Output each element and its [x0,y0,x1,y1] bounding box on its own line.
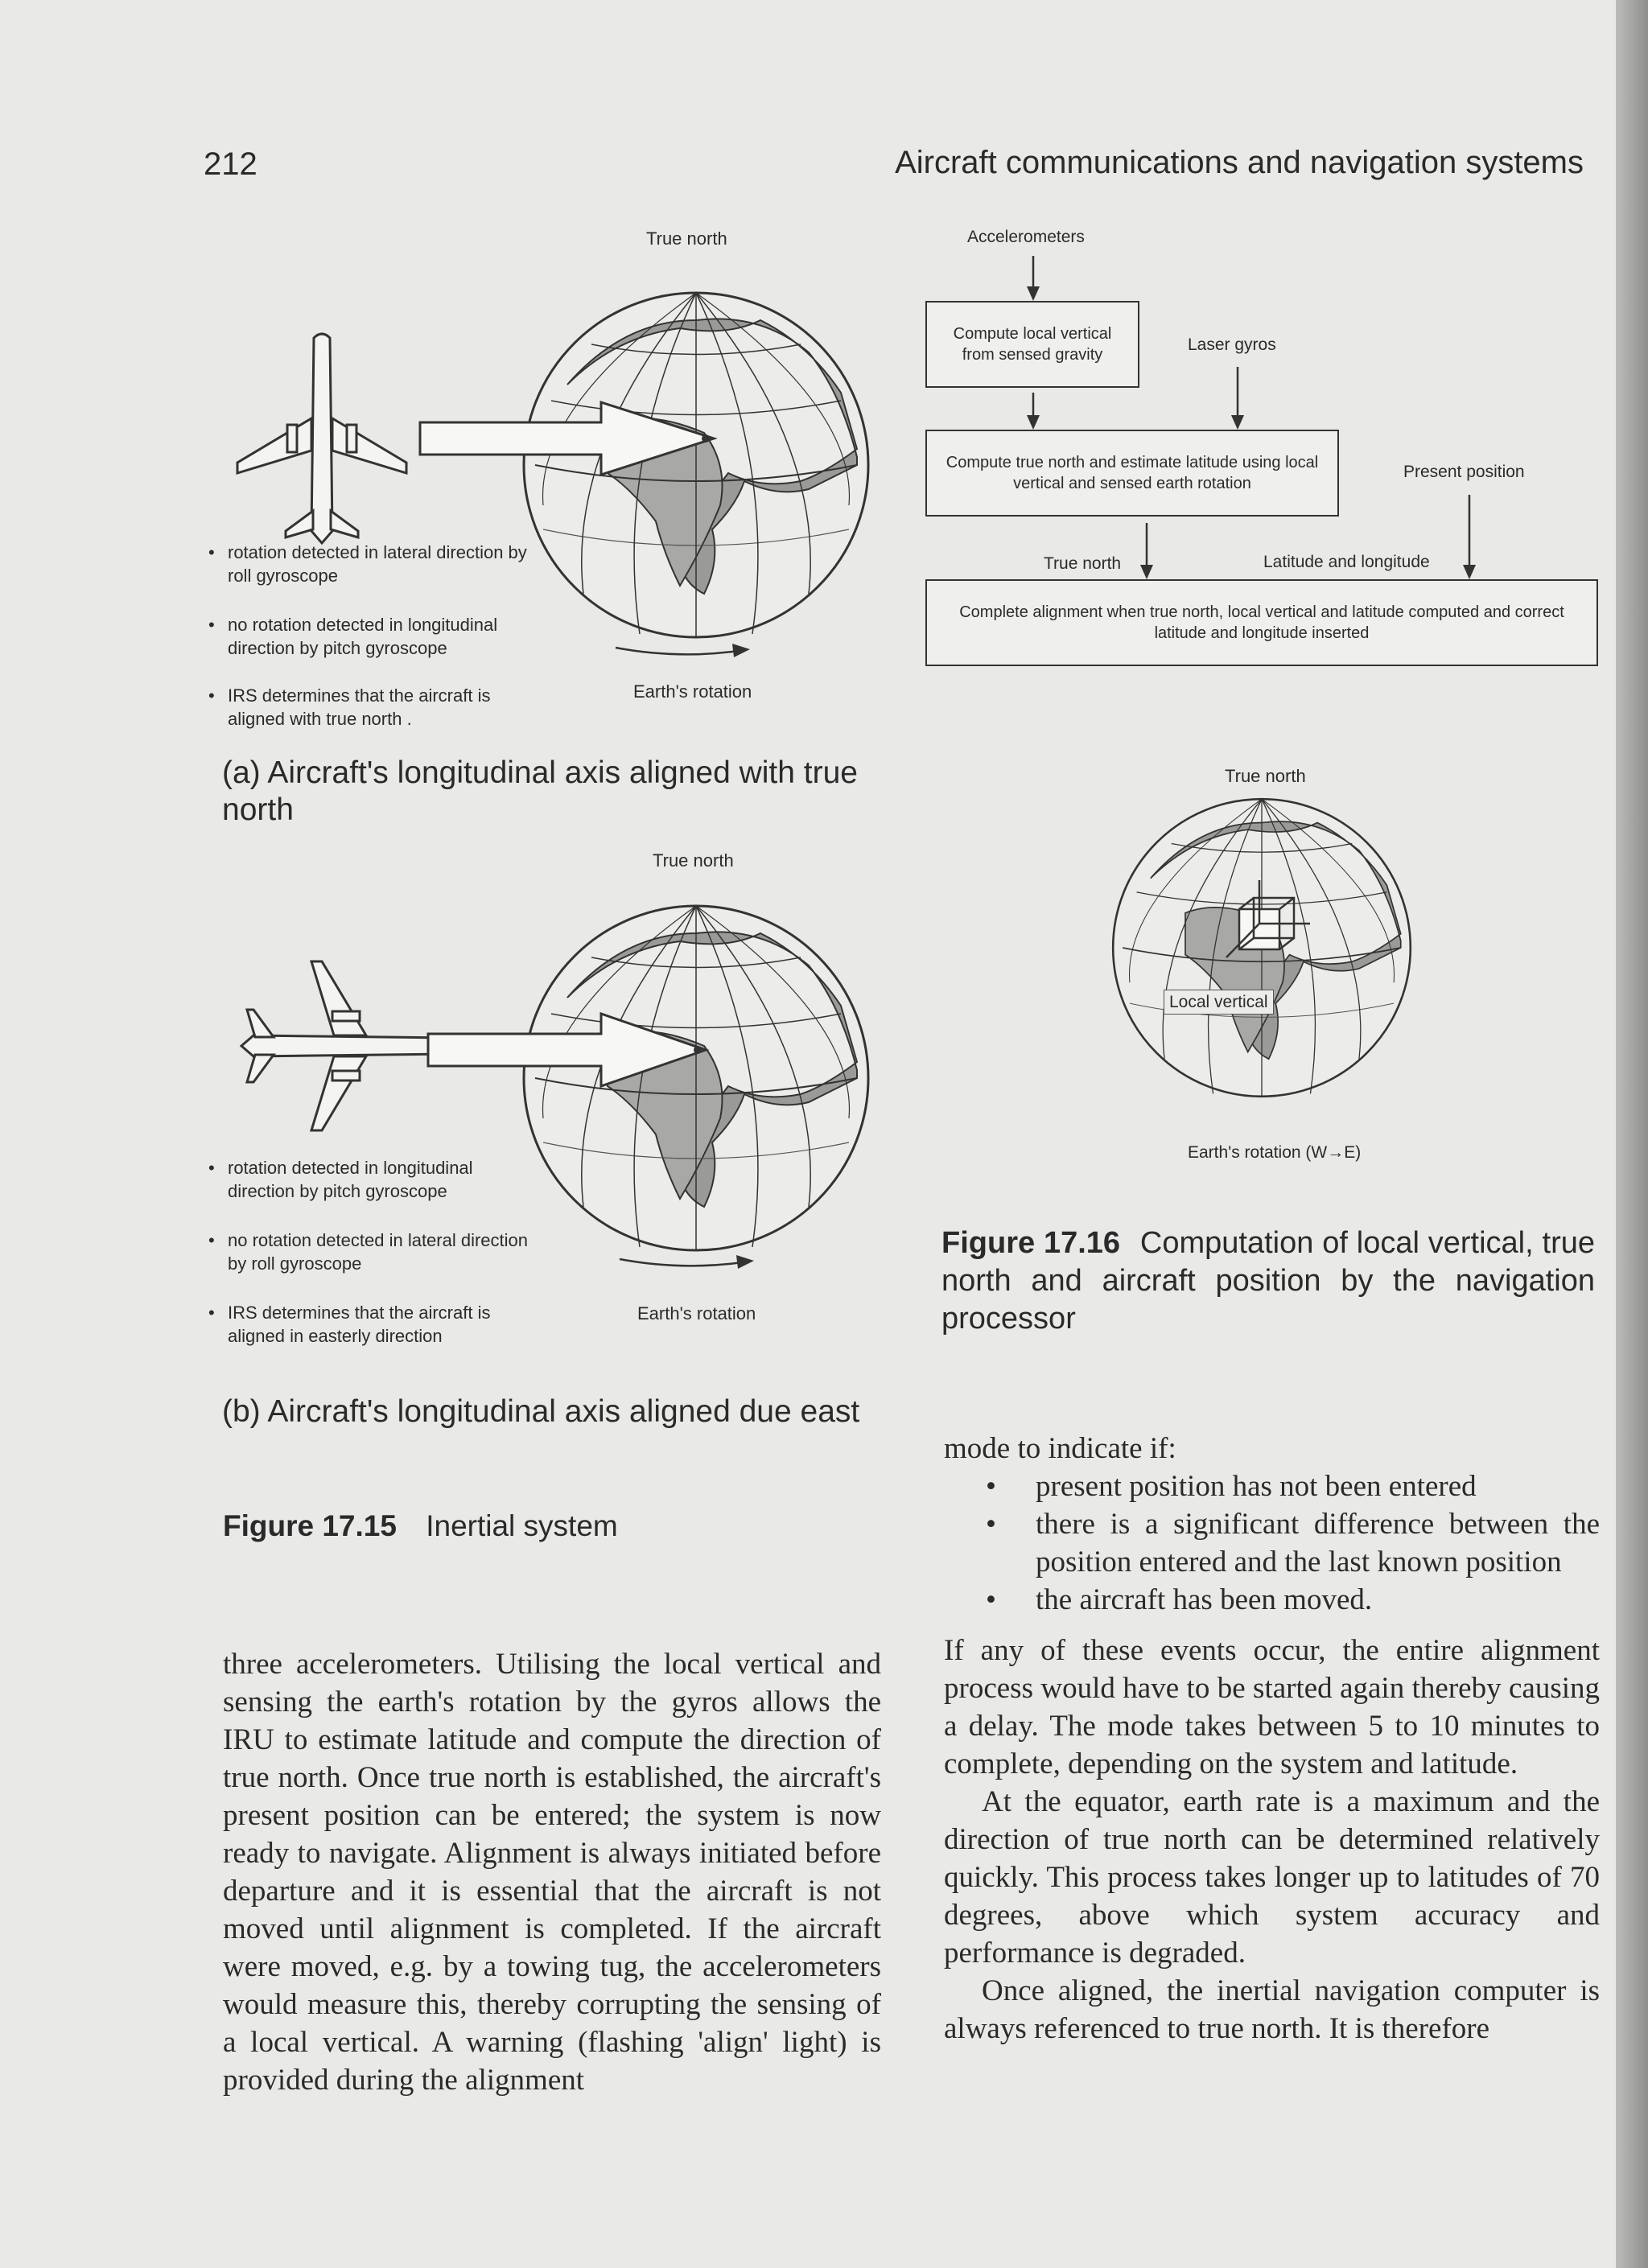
compute-true-north-box: Compute true north and estimate latitude using local vertical and sensed earth rotation [925,430,1339,517]
bullet-item: • there is a significant difference between the position entered and the last known position [944,1505,1600,1581]
figure-label: Figure 17.16 [941,1226,1121,1260]
bullet-item: • IRS determines that the aircraft is aligned with true north . [205,684,543,731]
latitude-longitude-label: Latitude and longitude [1263,553,1430,571]
accelerometers-label: Accelerometers [967,228,1085,246]
rotation-arrow [612,636,756,668]
direction-arrow [416,394,722,491]
true-north-arrow-label: True north [1044,554,1122,573]
true-north-label: True north [646,228,727,249]
figure-title: Inertial system [426,1509,618,1542]
compute-local-vertical-box: Compute local vertical from sensed gravity [925,301,1139,388]
figure-label: Figure 17.15 [223,1509,397,1542]
local-vertical-axes [1207,877,1320,998]
present-position-label: Present position [1403,463,1525,481]
page-edge-shadow [1616,0,1648,2268]
page-number: 212 [204,146,258,182]
figure-17-15-panel-b [205,837,881,1480]
bullet-item: • rotation detected in lateral direction by roll gyroscope [205,541,543,587]
figure-17-15-caption [223,1507,618,1545]
bullet-item: • present position has not been entered [944,1467,1600,1505]
bullet-item: • no rotation detected in lateral direction by roll gyroscope [205,1229,543,1275]
body-text-left: three accelerometers. Utilising the local vertical and sensing the earth's rotation by the gyros allows the IRU to estimate latitude and compute the direction of true north. Once true north is established, the aircraft's present position can be entered; the system is now ready to navigate. Alignment is always initiated before departure and it is essential that the aircraft is not moved until alignment is completed. If the aircraft were moved, e.g. by a towing tug, the accelerometers would measure this, thereby corrupting the sensing of a local vertical. A warning (flashing 'align' light) is provided during the alignment [223,1648,881,2097]
figure-17-15-panel-a [205,217,881,829]
panel-a-bullets [205,541,543,731]
complete-alignment-box: Complete alignment when true north, local vertical and latitude computed and correct latitude and longitude inserted [925,579,1598,666]
true-north-label: True north [1225,766,1306,786]
figure-17-16-caption [941,1225,1595,1338]
body-paragraph: At the equator, earth rate is a maximum and the direction of true north can be determined relatively quickly. This process takes longer up to latitudes of 70 degrees, above which system accuracy and performance is degraded. [944,1785,1600,1970]
body-text-right [944,1430,1600,2048]
panel-a-caption: (a) Aircraft's longitudinal axis aligned with true north [222,755,858,827]
laser-gyros-label: Laser gyros [1188,335,1276,354]
bullet-item: • no rotation detected in longitudinal direction by pitch gyroscope [205,613,543,660]
aircraft-east-illustration [229,953,455,1138]
body-paragraph: If any of these events occur, the entire alignment process would have to be started again thereby causing a delay. The mode takes between 5 to 10 minutes to complete, depending on the system and latitude. [944,1634,1600,1780]
earths-rotation-label: Earth's rotation [633,681,752,702]
earths-rotation-we-label: Earth's rotation (W→E) [1188,1143,1362,1162]
local-vertical-label: Local vertical [1164,990,1274,1015]
body-paragraph: Once aligned, the inertial navigation computer is always referenced to true north. It is therefore [944,1974,1600,2045]
body-paragraph: mode to indicate if: [944,1432,1176,1465]
direction-arrow [424,1006,714,1102]
figure-17-16-globe-panel [925,756,1601,1175]
bullet-item: • rotation detected in longitudinal direction by pitch gyroscope [205,1156,543,1203]
alignment-warning-list [944,1467,1600,1619]
true-north-label: True north [653,850,734,871]
figure-17-16-flowchart [925,217,1601,684]
aircraft-north-illustration [229,330,414,555]
running-head: Aircraft communications and navigation systems [895,145,1584,180]
earths-rotation-label: Earth's rotation [637,1303,756,1323]
bullet-item: • IRS determines that the aircraft is aligned in easterly direction [205,1301,543,1348]
panel-b-caption: (b) Aircraft's longitudinal axis aligned due east [222,1394,860,1429]
figure-title: Computation of local vertical, true north and aircraft position by the navigation processor [941,1226,1596,1336]
rotation-arrow [616,1247,760,1279]
panel-b-bullets [205,1156,543,1348]
bullet-item: • the aircraft has been moved. [944,1581,1600,1619]
